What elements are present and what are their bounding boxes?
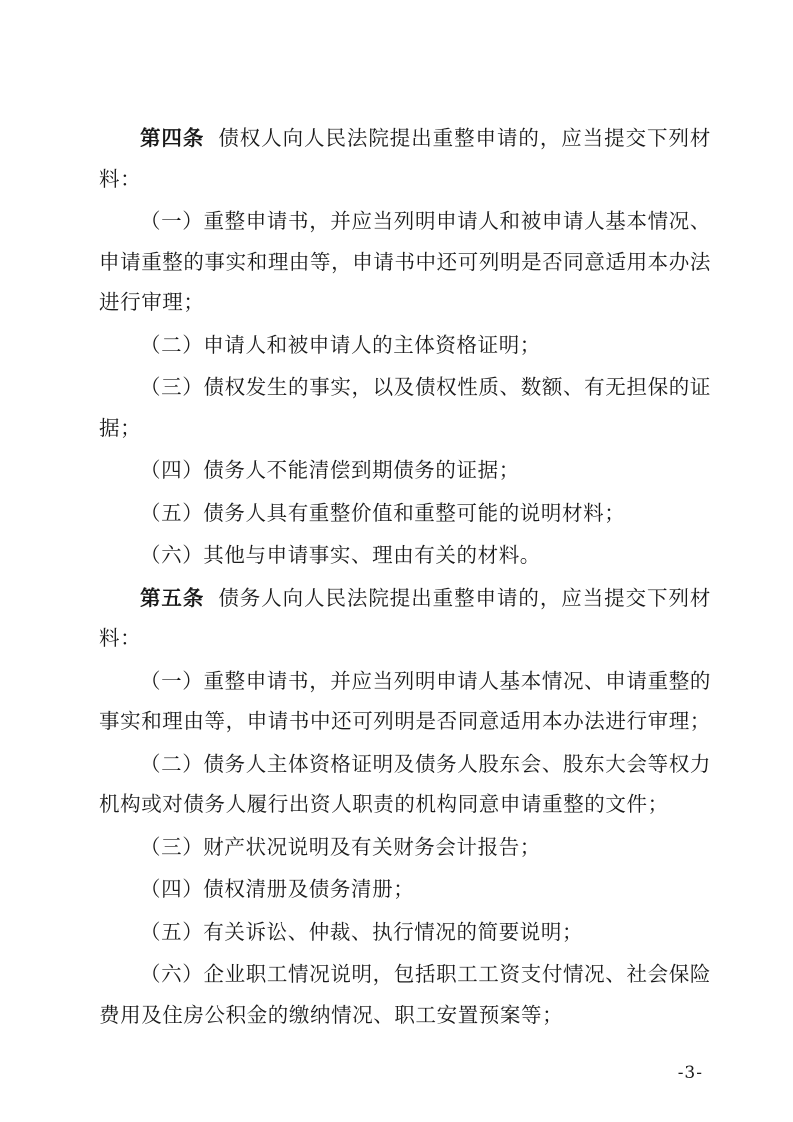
article-4-item-1 xyxy=(99,201,711,323)
paragraph-text: （六）其他与申请事实、理由有关的材料。 xyxy=(140,543,541,567)
paragraph-text: 债务人向人民法院提出重整申请的，应当提交下列材料： xyxy=(99,585,711,650)
article-5-item-5 xyxy=(99,912,711,953)
article-5-item-2 xyxy=(99,744,711,825)
article-label: 第四条 xyxy=(140,126,205,150)
article-5-item-4 xyxy=(99,869,711,910)
paragraph-text: 债权人向人民法院提出重整申请的，应当提交下列材料： xyxy=(99,126,711,191)
paragraph-text: （三）财产状况说明及有关财务会计报告； xyxy=(140,834,541,859)
paragraph-text: （三）债权发生的事实，以及债权性质、数额、有无担保的证据； xyxy=(99,375,711,440)
paragraph-text: （五）有关诉讼、仲裁、执行情况的简要说明； xyxy=(140,919,584,944)
article-4-item-5 xyxy=(99,493,711,534)
paragraph-text: （一）重整申请书，并应当列明申请人基本情况、申请重整的事实和理由等，申请书中还可列明是否同意适用本办法进行审理； xyxy=(99,668,711,733)
paragraph-text: （一）重整申请书，并应当列明申请人和被申请人基本情况、申请重整的事实和理由等，申请书中还可列明是否同意适用本办法进行审理； xyxy=(99,209,711,314)
article-5-item-6 xyxy=(99,954,711,1035)
article-5-intro xyxy=(99,578,711,659)
article-4-item-3 xyxy=(99,367,711,448)
paragraph-text: （四）债权清册及债务清册； xyxy=(140,877,415,901)
paragraph-text: （二）债务人主体资格证明及债务人股东会、股东大会等权力机构或对债务人履行出资人职责的机构同意申请重整的文件； xyxy=(99,751,711,816)
article-label: 第五条 xyxy=(140,585,205,610)
article-4-item-6 xyxy=(99,535,711,576)
document-body xyxy=(99,118,711,1037)
article-4-item-4 xyxy=(99,450,711,491)
article-4-item-2 xyxy=(99,325,711,366)
article-5-item-1 xyxy=(99,661,711,742)
paragraph-text: （四）债务人不能清偿到期债务的证据； xyxy=(140,458,520,482)
paragraph-text: （六）企业职工情况说明，包括职工工资支付情况、社会保险费用及住房公积金的缴纳情况、职工安置预案等； xyxy=(99,962,711,1027)
article-5-item-3 xyxy=(99,827,711,868)
paragraph-text: （二）申请人和被申请人的主体资格证明； xyxy=(140,332,541,357)
article-4-intro xyxy=(99,118,711,199)
page-number: -3- xyxy=(677,1063,703,1083)
paragraph-text: （五）债务人具有重整价值和重整可能的说明材料； xyxy=(140,500,626,525)
